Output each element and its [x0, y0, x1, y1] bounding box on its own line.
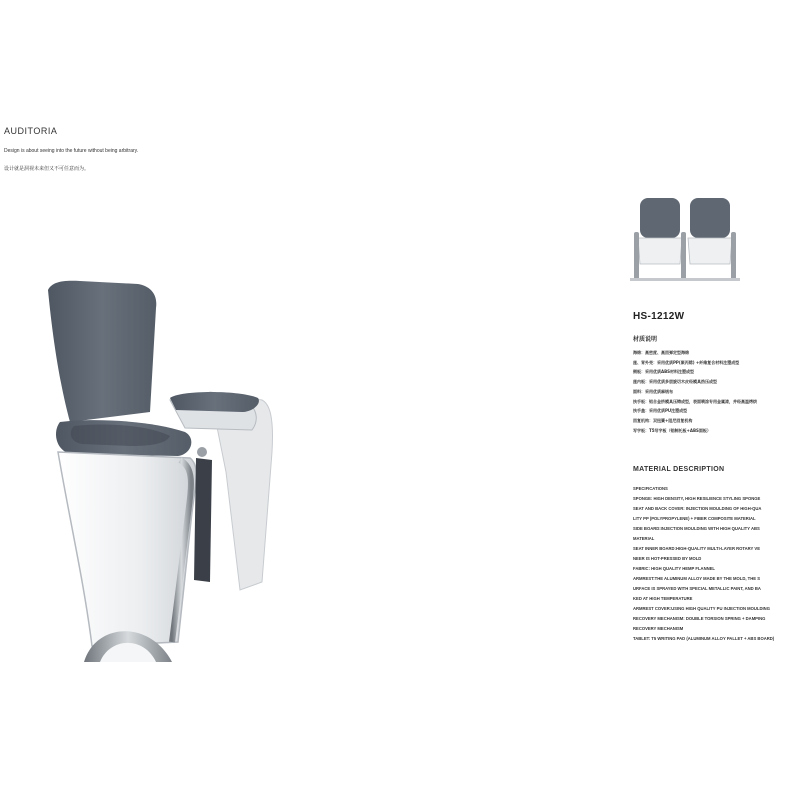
material-line-en: RECOVERY MECHANISM: DOUBLE TORSION SPRING + DAMPING	[633, 616, 766, 621]
material-line-en: TABLET: T5 WRITING PAD (ALUMINUM ALLOY PALLET + ABS BOARD)	[633, 636, 775, 641]
material-line-en: ARMREST:THE ALUMINUM ALLOY MADE BY THE MOLD, THE S	[633, 576, 761, 581]
material-line-cn: 座内板：采用优质多层旋切木皮经模具热压成型	[633, 379, 717, 385]
material-line-en: SPECIFICATIONS	[633, 486, 668, 491]
material-line-en: NEER IS HOT-PRESSED BY MOLD	[633, 556, 702, 561]
material-line-en: URFACE IS SPRAYED WITH SPECIAL METALLIC PAINT, AND BA	[633, 586, 761, 591]
material-line-cn: 侧板：采用优质ABS材料注塑成型	[633, 369, 695, 375]
chair-hero-image	[0, 222, 360, 672]
material-line-en: KED AT HIGH TEMPERATURE	[633, 596, 693, 601]
tagline-cn: 设计就是洞视未来但又不可任意而为。	[4, 166, 90, 172]
material-line-cn: 扶手板：铝合金挤模具压铸成型，表面喷涂专用金属漆，并经高温烤烘	[633, 398, 757, 404]
material-line-cn: 写字板：T5写字板（铝制托板+ABS面板）	[633, 427, 711, 433]
chair-pair-thumbnail	[628, 192, 746, 284]
material-list-en	[633, 484, 791, 644]
material-line-cn: 扶手盖：采用优质PU注塑成型	[633, 408, 688, 414]
material-line-en: ARMREST COVER:USING HIGH QUALITY PU INJECTION MOULDING	[633, 606, 770, 611]
material-line-cn: 座、背外壳：采用优质PP(聚丙烯) +纤维复合材料注塑成型	[633, 359, 740, 365]
model-number: HS-1212W	[633, 311, 685, 322]
material-line-en: FABRIC: HIGH QUALITY HEMP FLANNEL	[633, 566, 715, 571]
material-line-cn: 面料：采用优质麻绒布	[633, 388, 673, 394]
material-line-en: SEAT INNER BOARD:HIGH-QUALITY MULTI-LAYER ROTARY VE	[633, 546, 761, 551]
material-line-cn: 海绵：高密度、高回弹定型海绵	[633, 350, 689, 355]
material-line-cn: 回复机构：双扭簧+阻尼回复机构	[633, 417, 693, 423]
material-line-en: SEAT AND BACK COVER: INJECTION MOULDING OF HIGH-QUA	[633, 506, 762, 511]
brand-title: AUDITORIA	[4, 126, 58, 136]
material-list-cn	[633, 348, 798, 435]
backrest-fabric	[48, 281, 156, 422]
material-line-en: RECOVERY MECHANISM	[633, 626, 684, 631]
tagline-en: Design is about seeing into the future without being arbitrary.	[4, 148, 139, 154]
material-line-en: LITY PP (POLYPROPYLENE) + FIBER COMPOSITE MATERIAL	[633, 516, 756, 521]
material-line-en: SIDE BOARD:INJECTION MOULDING WITH HIGH QUALITY ABS	[633, 526, 760, 531]
material-line-en: MATERIAL	[633, 536, 655, 541]
writing-tablet	[194, 458, 212, 582]
material-line-en: SPONGE: HIGH DENSITY, HIGH RESILIENCE STYLING SPONGE	[633, 496, 761, 501]
material-heading-cn: 材质说明	[633, 336, 658, 343]
material-heading-en: MATERIAL DESCRIPTION	[633, 466, 725, 473]
